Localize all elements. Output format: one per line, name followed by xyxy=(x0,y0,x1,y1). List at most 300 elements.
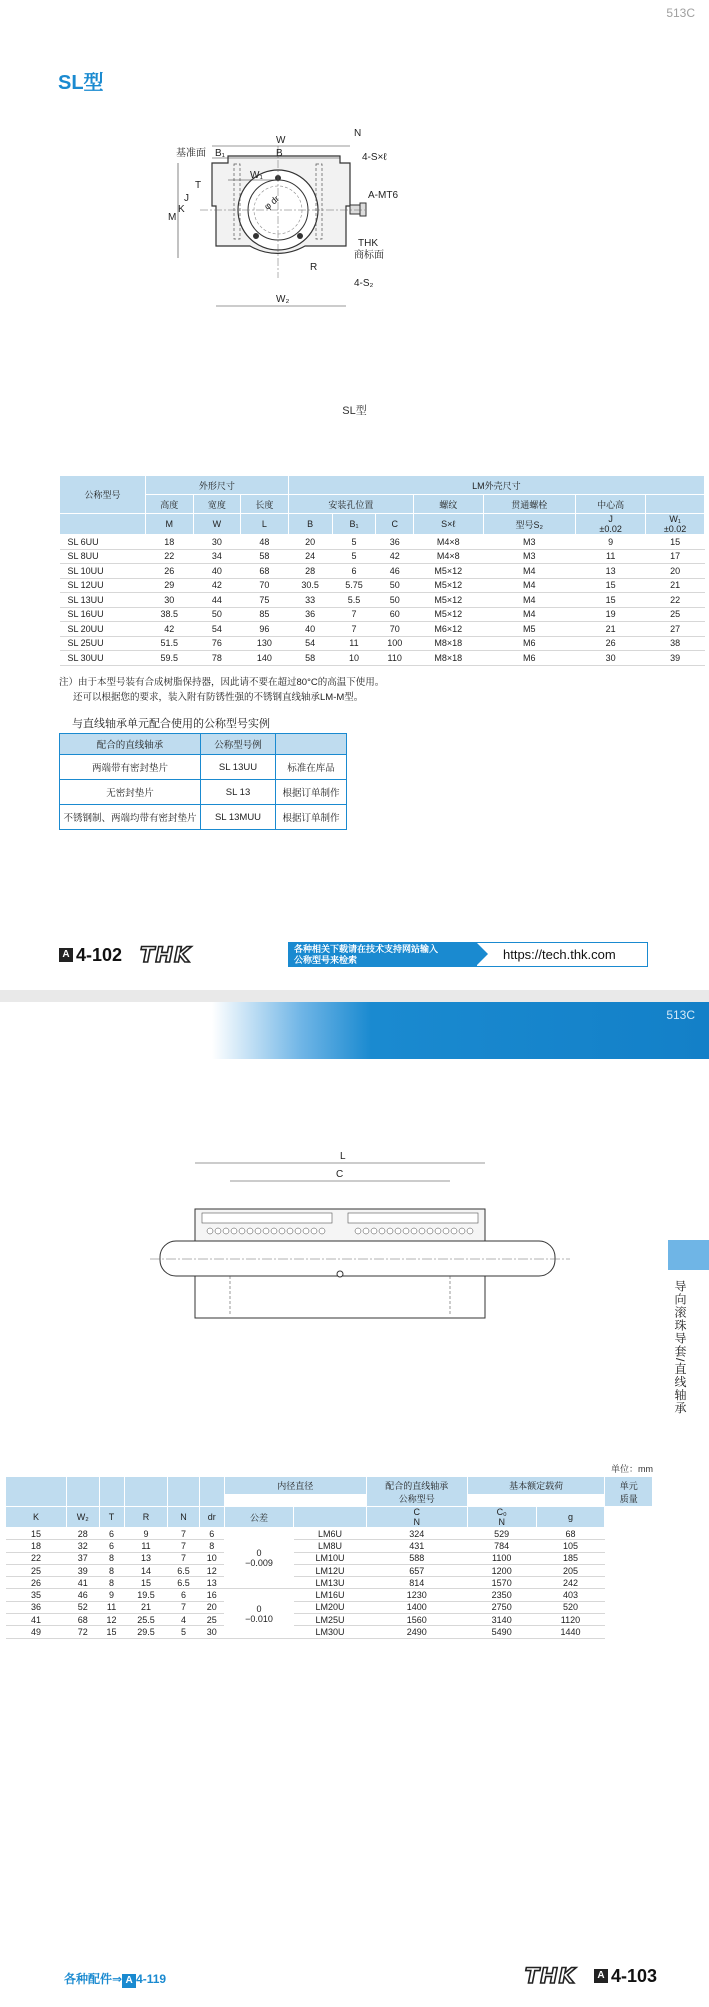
table-cell: 根据订单制作 xyxy=(276,780,347,805)
section-a-badge: A xyxy=(594,1969,608,1983)
table-row xyxy=(60,593,705,608)
label-a-mt6: A-MT6 xyxy=(368,190,398,201)
table-cell: 68 xyxy=(536,1528,605,1540)
th-blank xyxy=(276,734,347,755)
table-cell: 1560 xyxy=(366,1614,467,1626)
table-cell: 3140 xyxy=(467,1614,536,1626)
table-cell: 100 xyxy=(376,636,414,651)
dimension-table-continued xyxy=(5,1476,653,1639)
th-center: 中心高 xyxy=(576,495,646,514)
table-cell: 40 xyxy=(193,564,241,579)
table-cell: 1100 xyxy=(467,1552,536,1564)
table-cell: M4×8 xyxy=(414,535,484,550)
table-cell: 5.5 xyxy=(332,593,376,608)
th-example: 公称型号例 xyxy=(201,734,276,755)
table-cell: 11 xyxy=(332,636,376,651)
th-W: W xyxy=(193,514,241,535)
table-cell: 40 xyxy=(288,622,332,637)
table-cell: 9 xyxy=(99,1589,124,1601)
table-cell: 19 xyxy=(576,607,646,622)
table-cell: 36 xyxy=(6,1601,67,1613)
table-row xyxy=(6,1540,653,1552)
table-cell: 25.5 xyxy=(124,1614,168,1626)
side-index-tab xyxy=(668,1240,709,1270)
th-model: 公称型号 xyxy=(60,476,146,514)
banner-text: 各种相关下载请在技术支持网站输入 公称型号来检索 xyxy=(288,942,476,967)
table-cell: 12 xyxy=(199,1564,224,1576)
th-sl: S×ℓ xyxy=(414,514,484,535)
th-dr: dr xyxy=(199,1507,224,1528)
section-a-badge: A xyxy=(59,948,73,962)
table-cell: M6×12 xyxy=(414,622,484,637)
header-gradient-bar xyxy=(212,1002,709,1059)
table-cell: 20 xyxy=(288,535,332,550)
th-W1: W₁ ±0.02 xyxy=(646,514,705,535)
table-cell: 22 xyxy=(646,593,705,608)
table-cell: M5×12 xyxy=(414,607,484,622)
th-match: 配合的直线轴承 公称型号 xyxy=(366,1477,467,1507)
table-cell: LM30U xyxy=(294,1626,367,1638)
table-cell: 15 xyxy=(576,593,646,608)
table-cell: 9 xyxy=(576,535,646,550)
th-bolt: 螺纹 xyxy=(414,495,484,514)
table-cell: 22 xyxy=(146,549,194,564)
table-cell: 12 xyxy=(99,1614,124,1626)
table-cell: 6 xyxy=(99,1528,124,1540)
table-cell: 6 xyxy=(99,1540,124,1552)
table-cell: 6 xyxy=(332,564,376,579)
table-cell: 50 xyxy=(193,607,241,622)
table-cell: 13 xyxy=(124,1552,168,1564)
table-cell: 26 xyxy=(6,1577,67,1589)
th-W2: W₂ xyxy=(67,1507,100,1528)
table-cell: 4 xyxy=(168,1614,199,1626)
th-N: N xyxy=(168,1507,199,1528)
table-cell: 37 xyxy=(67,1552,100,1564)
table-cell: M4×8 xyxy=(414,549,484,564)
dim-K: K xyxy=(178,204,185,215)
table-cell: 1570 xyxy=(467,1577,536,1589)
model-example-table xyxy=(59,733,347,830)
table-cell: M8×18 xyxy=(414,636,484,651)
table-cell: 1230 xyxy=(366,1589,467,1601)
dim-B1: B₁ xyxy=(215,148,226,159)
table-cell: 26 xyxy=(576,636,646,651)
model-cell: SL 12UU xyxy=(60,578,146,593)
table-notes xyxy=(59,675,384,705)
table-cell: 30 xyxy=(199,1626,224,1638)
table-cell: 15 xyxy=(646,535,705,550)
sl-unit-drawing xyxy=(168,128,490,378)
table-cell: 2490 xyxy=(366,1626,467,1638)
table-cell: 15 xyxy=(124,1577,168,1589)
table-row xyxy=(60,805,347,830)
table-cell: 14 xyxy=(124,1564,168,1576)
table-cell: 50 xyxy=(376,578,414,593)
figure-caption: SL型 xyxy=(342,405,367,417)
table-cell: 588 xyxy=(366,1552,467,1564)
table-cell: 185 xyxy=(536,1552,605,1564)
dim-J: J xyxy=(184,193,189,204)
table-cell: M4 xyxy=(483,578,576,593)
page-number: 4-103 xyxy=(610,1965,657,1986)
table-cell: 205 xyxy=(536,1564,605,1576)
page-title: SL型 xyxy=(58,72,104,94)
model-cell: SL 13UU xyxy=(60,593,146,608)
table-cell: 431 xyxy=(366,1540,467,1552)
subtable-title: 与直线轴承单元配合使用的公称型号实例 xyxy=(72,718,270,730)
table-cell: 50 xyxy=(376,593,414,608)
table-row xyxy=(60,636,705,651)
table-cell: M3 xyxy=(483,549,576,564)
model-cell: SL 8UU xyxy=(60,549,146,564)
table-cell: 32 xyxy=(67,1540,100,1552)
table-cell: 19.5 xyxy=(124,1589,168,1601)
table-cell: 76 xyxy=(193,636,241,651)
table-row xyxy=(6,1577,653,1589)
table-row xyxy=(60,549,705,564)
table-cell: 21 xyxy=(124,1601,168,1613)
table-cell: 814 xyxy=(366,1577,467,1589)
table-cell: 784 xyxy=(467,1540,536,1552)
table-cell: 26 xyxy=(146,564,194,579)
table-cell: 8 xyxy=(99,1564,124,1576)
model-cell: SL 16UU xyxy=(60,607,146,622)
table-cell: 标准在库品 xyxy=(276,755,347,780)
table-cell: 36 xyxy=(376,535,414,550)
table-row xyxy=(60,607,705,622)
table-cell: 27 xyxy=(646,622,705,637)
table-cell: 324 xyxy=(366,1528,467,1540)
table-cell: 49 xyxy=(6,1626,67,1638)
table-cell: 51.5 xyxy=(146,636,194,651)
table-row xyxy=(60,651,705,666)
th-inner-diameter: 内径直径 xyxy=(224,1477,366,1495)
table-cell: 18 xyxy=(146,535,194,550)
table-cell: 17 xyxy=(646,549,705,564)
table-cell: 1120 xyxy=(536,1614,605,1626)
table-cell: 38.5 xyxy=(146,607,194,622)
table-cell: 41 xyxy=(6,1614,67,1626)
table-cell: 42 xyxy=(146,622,194,637)
table-cell: 13 xyxy=(199,1577,224,1589)
table-cell: 42 xyxy=(193,578,241,593)
tolerance-cell: 0 −0.010 xyxy=(224,1589,293,1638)
table-row xyxy=(60,622,705,637)
page-code: 513C xyxy=(666,1008,695,1022)
table-cell: 25 xyxy=(646,607,705,622)
table-cell: 41 xyxy=(67,1577,100,1589)
table-cell: 18 xyxy=(6,1540,67,1552)
table-cell: 58 xyxy=(288,651,332,666)
table-cell: 403 xyxy=(536,1589,605,1601)
th-s2: 型号S₂ xyxy=(483,514,576,535)
table-cell: 68 xyxy=(241,564,289,579)
table-cell: 72 xyxy=(67,1626,100,1638)
table-cell: 60 xyxy=(376,607,414,622)
table-cell: M5×12 xyxy=(414,564,484,579)
table-cell: 520 xyxy=(536,1601,605,1613)
shaft-cross-section-drawing xyxy=(150,1145,570,1345)
table-cell: 75 xyxy=(241,593,289,608)
note-2: 还可以根据您的要求，装入附有防锈性强的不锈钢直线轴承LM-M型。 xyxy=(73,692,364,703)
page-number: 4-102 xyxy=(76,944,123,965)
table-cell: 42 xyxy=(376,549,414,564)
table-cell: M5 xyxy=(483,622,576,637)
tolerance-cell: 0 −0.009 xyxy=(224,1528,293,1589)
table-cell: 20 xyxy=(199,1601,224,1613)
table-cell: 29.5 xyxy=(124,1626,168,1638)
table-cell: LM10U xyxy=(294,1552,367,1564)
th-mount: 安装孔位置 xyxy=(288,495,413,514)
table-cell: 29 xyxy=(146,578,194,593)
table-cell: 110 xyxy=(376,651,414,666)
table-cell: M8×18 xyxy=(414,651,484,666)
dim-W2: W₂ xyxy=(276,294,290,305)
dimension-table xyxy=(59,475,705,666)
table-cell: 15 xyxy=(99,1626,124,1638)
table-cell: 5 xyxy=(168,1626,199,1638)
table-cell: M6 xyxy=(483,636,576,651)
table-cell: 根据订单制作 xyxy=(276,805,347,830)
th-mass: 单元 质量 xyxy=(605,1477,653,1507)
table-cell: 11 xyxy=(99,1601,124,1613)
table-cell: LM20U xyxy=(294,1601,367,1613)
dim-W1: W₁ xyxy=(250,170,263,181)
thk-logo: THK xyxy=(524,1964,576,1988)
table-cell: 20 xyxy=(646,564,705,579)
table-cell: SL 13MUU xyxy=(201,805,276,830)
table-cell: 5.75 xyxy=(332,578,376,593)
table-cell: 8 xyxy=(199,1540,224,1552)
table-cell: M3 xyxy=(483,535,576,550)
th-K: K xyxy=(6,1507,67,1528)
footer-accessories-link[interactable]: 各种配件⇒ A 4-119 xyxy=(64,1972,167,1986)
table-cell: 34 xyxy=(193,549,241,564)
table-cell: 7 xyxy=(168,1528,199,1540)
table-cell: LM8U xyxy=(294,1540,367,1552)
table-cell: 7 xyxy=(168,1552,199,1564)
table-cell: 68 xyxy=(67,1614,100,1626)
table-cell: 21 xyxy=(646,578,705,593)
table-cell: 21 xyxy=(576,622,646,637)
th-outer: 外形尺寸 xyxy=(146,476,289,495)
dim-C: C xyxy=(336,1169,344,1180)
table-cell: M5×12 xyxy=(414,578,484,593)
table-cell: 30 xyxy=(193,535,241,550)
table-cell: 36 xyxy=(288,607,332,622)
table-cell: 54 xyxy=(193,622,241,637)
th-tol: 公差 xyxy=(224,1507,293,1528)
catalog-page-right xyxy=(0,1002,709,2007)
support-url-link[interactable]: https://tech.thk.com xyxy=(476,942,648,967)
th-L: L xyxy=(241,514,289,535)
table-cell: 140 xyxy=(241,651,289,666)
th-match: 配合的直线轴承 xyxy=(60,734,201,755)
table-cell: 5 xyxy=(332,535,376,550)
th-B: B xyxy=(288,514,332,535)
table-cell: 24 xyxy=(288,549,332,564)
table-cell: 30.5 xyxy=(288,578,332,593)
table-cell: 11 xyxy=(576,549,646,564)
table-cell: SL 13 xyxy=(201,780,276,805)
table-cell: 11 xyxy=(124,1540,168,1552)
table-cell: 28 xyxy=(288,564,332,579)
table-cell: 529 xyxy=(467,1528,536,1540)
footer-right xyxy=(525,1964,657,1988)
th-T: T xyxy=(99,1507,124,1528)
table-cell: 1400 xyxy=(366,1601,467,1613)
table-cell: 无密封垫片 xyxy=(60,780,201,805)
th-width: 宽度 xyxy=(193,495,241,514)
table-cell: 46 xyxy=(376,564,414,579)
table-cell: M4 xyxy=(483,564,576,579)
table-cell: 13 xyxy=(576,564,646,579)
table-cell: 15 xyxy=(6,1528,67,1540)
footer-left xyxy=(59,943,191,967)
table-cell: 44 xyxy=(193,593,241,608)
table-cell: 22 xyxy=(6,1552,67,1564)
dim-W: W xyxy=(276,135,286,146)
table-cell: 7 xyxy=(332,607,376,622)
th-J: J ±0.02 xyxy=(576,514,646,535)
table-cell: 38 xyxy=(646,636,705,651)
th-C0-load: C₀ N xyxy=(467,1507,536,1528)
table-cell: M6 xyxy=(483,651,576,666)
table-cell: SL 13UU xyxy=(201,755,276,780)
table-cell: 30 xyxy=(146,593,194,608)
table-cell: 5 xyxy=(332,549,376,564)
table-cell: 6 xyxy=(168,1589,199,1601)
table-row xyxy=(6,1626,653,1638)
table-cell: 70 xyxy=(241,578,289,593)
table-cell: 25 xyxy=(199,1614,224,1626)
table-cell: 30 xyxy=(576,651,646,666)
table-cell: 7 xyxy=(168,1540,199,1552)
table-cell: 不锈钢制、两端均带有密封垫片 xyxy=(60,805,201,830)
table-row xyxy=(6,1528,653,1540)
table-cell: 6.5 xyxy=(168,1577,199,1589)
table-row xyxy=(6,1589,653,1601)
table-row xyxy=(6,1564,653,1576)
table-cell: 5490 xyxy=(467,1626,536,1638)
th-C: C xyxy=(376,514,414,535)
table-cell: 46 xyxy=(67,1589,100,1601)
model-cell: SL 6UU xyxy=(60,535,146,550)
dim-T: T xyxy=(195,180,202,191)
table-cell: 58 xyxy=(241,549,289,564)
table-cell: LM16U xyxy=(294,1589,367,1601)
th-length: 长度 xyxy=(241,495,289,514)
table-row xyxy=(6,1552,653,1564)
table-cell: 657 xyxy=(366,1564,467,1576)
th-R: R xyxy=(124,1507,168,1528)
unit-label: 单位：mm xyxy=(611,1464,653,1474)
table-row xyxy=(60,578,705,593)
table-cell: 59.5 xyxy=(146,651,194,666)
reference-face-label: 基准面 xyxy=(176,148,206,159)
table-cell: 7 xyxy=(168,1601,199,1613)
table-cell: M4 xyxy=(483,607,576,622)
dim-4sl: 4-S×ℓ xyxy=(362,152,387,163)
table-cell: M5×12 xyxy=(414,593,484,608)
th-g: g xyxy=(536,1507,605,1528)
table-cell: 9 xyxy=(124,1528,168,1540)
model-cell: SL 20UU xyxy=(60,622,146,637)
th-M: M xyxy=(146,514,194,535)
table-cell: 1440 xyxy=(536,1626,605,1638)
table-cell: 96 xyxy=(241,622,289,637)
table-cell: 10 xyxy=(199,1552,224,1564)
table-cell: 39 xyxy=(646,651,705,666)
model-cell: SL 30UU xyxy=(60,651,146,666)
table-cell: 39 xyxy=(67,1564,100,1576)
catalog-page-left xyxy=(0,0,709,990)
table-row xyxy=(60,755,347,780)
table-cell: 70 xyxy=(376,622,414,637)
table-cell: M4 xyxy=(483,593,576,608)
table-cell: 7 xyxy=(332,622,376,637)
table-cell: 16 xyxy=(199,1589,224,1601)
table-cell: 2350 xyxy=(467,1589,536,1601)
dim-L: L xyxy=(340,1151,346,1162)
table-cell: 33 xyxy=(288,593,332,608)
page-code: 513C xyxy=(666,6,695,20)
th-height: 高度 xyxy=(146,495,194,514)
th-through: 贯通螺栓 xyxy=(483,495,576,514)
table-cell: 130 xyxy=(241,636,289,651)
thk-logo: THK xyxy=(140,943,192,967)
th-B1: B₁ xyxy=(332,514,376,535)
table-row xyxy=(60,780,347,805)
table-row xyxy=(60,535,705,550)
table-cell: 1200 xyxy=(467,1564,536,1576)
table-cell: 105 xyxy=(536,1540,605,1552)
th-lm-outer: LM外壳尺寸 xyxy=(288,476,704,495)
table-cell: 78 xyxy=(193,651,241,666)
table-cell: 48 xyxy=(241,535,289,550)
table-cell: 52 xyxy=(67,1601,100,1613)
table-cell: 54 xyxy=(288,636,332,651)
table-cell: 10 xyxy=(332,651,376,666)
table-cell: 8 xyxy=(99,1577,124,1589)
table-cell: 两端带有密封垫片 xyxy=(60,755,201,780)
table-cell: 28 xyxy=(67,1528,100,1540)
table-cell: 25 xyxy=(6,1564,67,1576)
table-cell: 242 xyxy=(536,1577,605,1589)
th-load: 基本额定载荷 xyxy=(467,1477,605,1495)
side-category-label: 导向滚珠导套/直线轴承 xyxy=(673,1280,687,1415)
table-cell: LM25U xyxy=(294,1614,367,1626)
label-thk: THK xyxy=(358,238,378,249)
model-cell: SL 10UU xyxy=(60,564,146,579)
dim-dr: φ dr xyxy=(262,193,282,212)
table-cell: 15 xyxy=(576,578,646,593)
dim-R: R xyxy=(310,262,318,273)
dim-4s2: 4-S₂ xyxy=(354,278,374,289)
table-cell: LM12U xyxy=(294,1564,367,1576)
th-C-load: C N xyxy=(366,1507,467,1528)
dim-M: M xyxy=(168,212,177,223)
note-1: 注）由于本型号装有合成树脂保持器，因此请不要在超过80°C的高温下使用。 xyxy=(59,677,385,688)
table-cell: 8 xyxy=(99,1552,124,1564)
table-cell: 6 xyxy=(199,1528,224,1540)
support-banner[interactable] xyxy=(288,942,648,967)
dim-B: B xyxy=(276,148,283,159)
table-cell: LM6U xyxy=(294,1528,367,1540)
label-mark-face: 商标面 xyxy=(354,250,384,261)
table-cell: 6.5 xyxy=(168,1564,199,1576)
